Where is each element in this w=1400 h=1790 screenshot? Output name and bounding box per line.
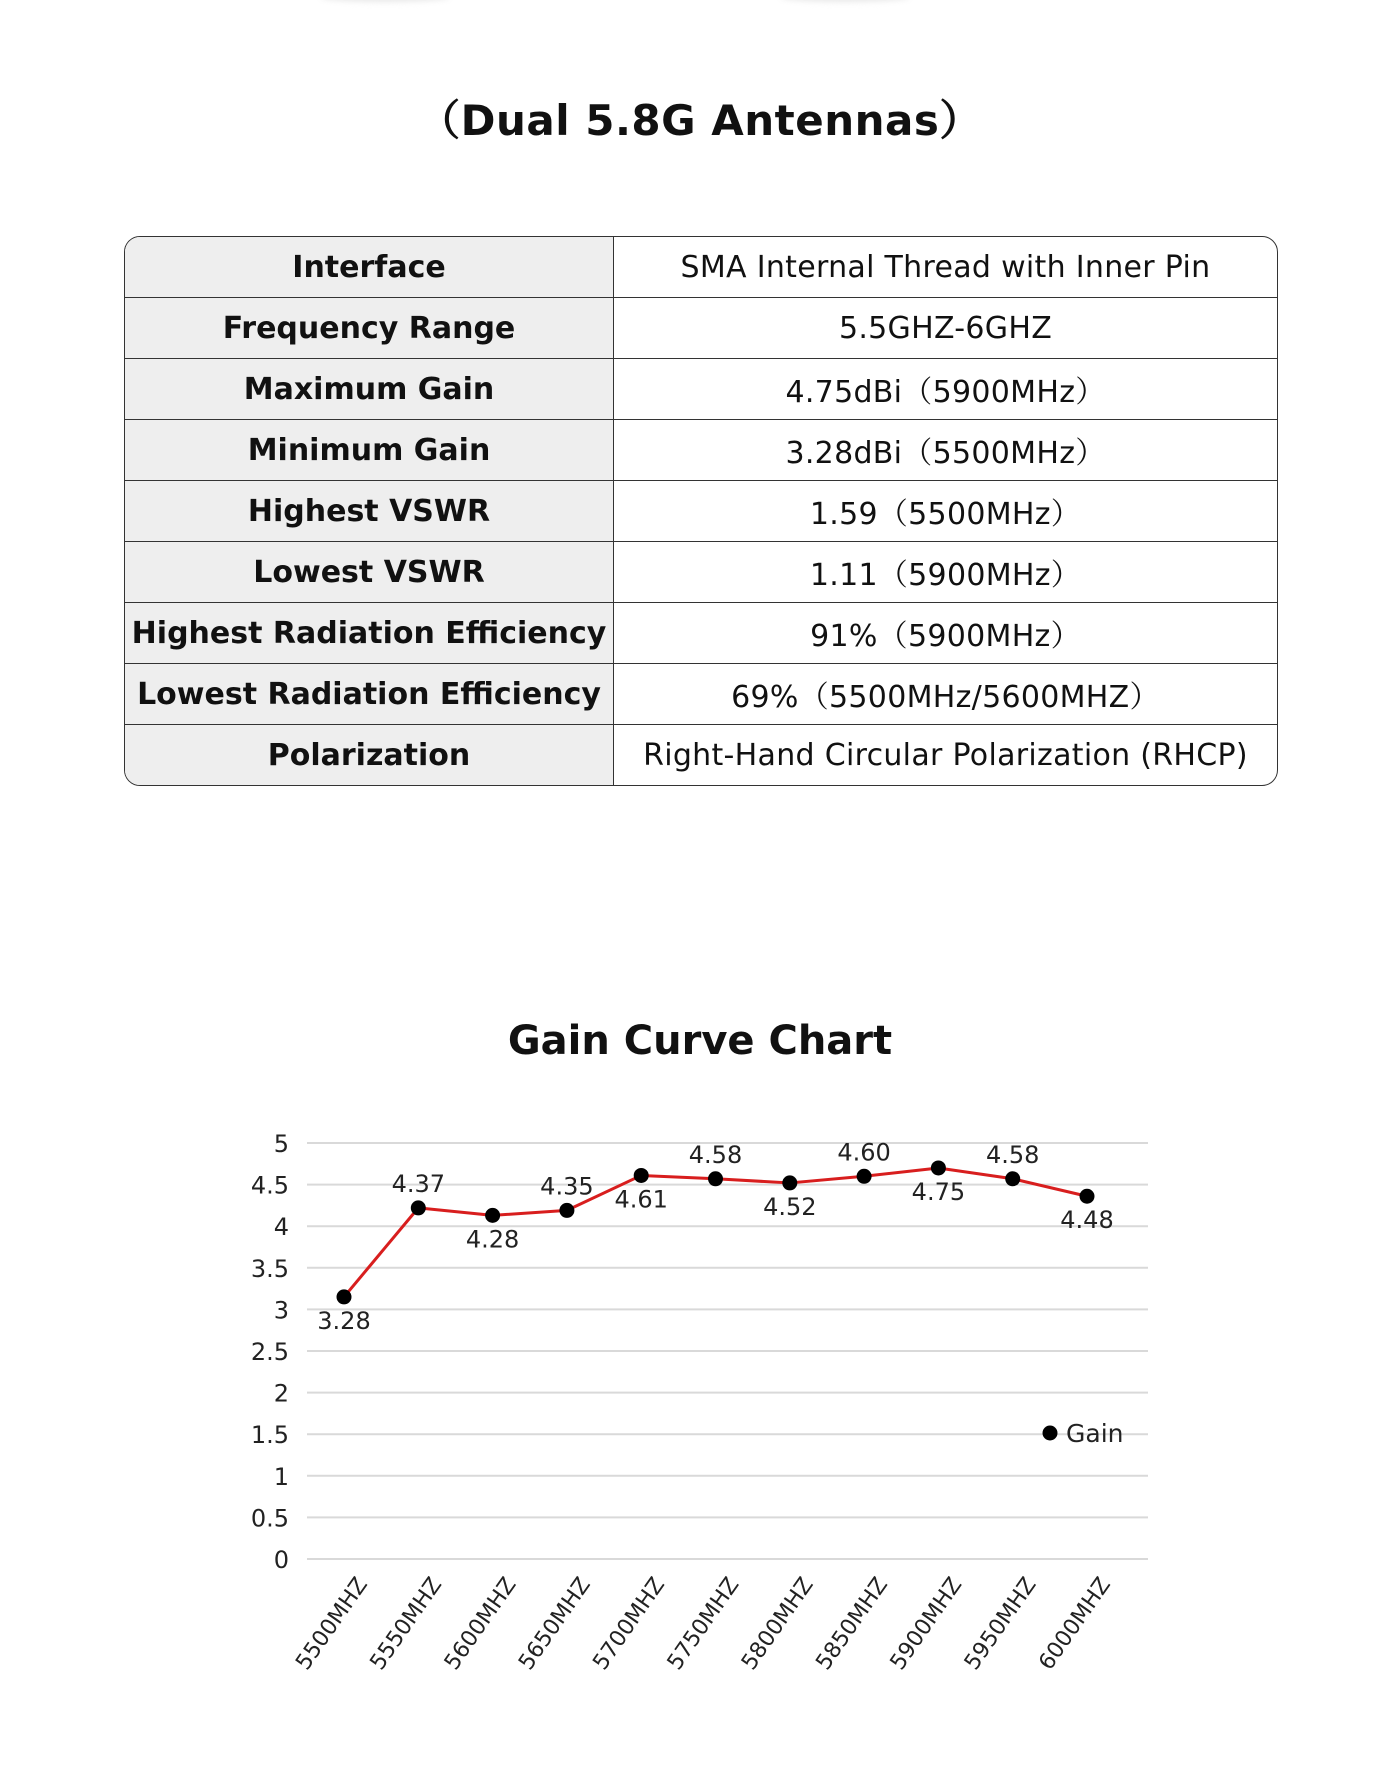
data-label: 4.58 bbox=[985, 1140, 1040, 1169]
legend-marker bbox=[1043, 1426, 1058, 1441]
data-point bbox=[931, 1160, 946, 1175]
spec-label: Lowest Radiation Efficiency bbox=[125, 664, 614, 724]
data-label: 4.61 bbox=[614, 1185, 668, 1214]
spec-row-highest-radiation-efficiency bbox=[125, 602, 1277, 663]
spec-label: Polarization bbox=[125, 725, 614, 785]
x-tick-label: 5750MHZ bbox=[662, 1573, 745, 1675]
data-label: 4.37 bbox=[391, 1169, 446, 1198]
spec-value: 1.59（5500MHz） bbox=[809, 497, 1082, 532]
spec-row-lowest-radiation-efficiency bbox=[125, 663, 1277, 724]
data-point bbox=[708, 1171, 723, 1186]
y-tick-label: 2.5 bbox=[250, 1338, 289, 1366]
data-point bbox=[857, 1169, 872, 1184]
y-tick-label: 3 bbox=[273, 1296, 289, 1325]
x-tick-label: 5900MHZ bbox=[885, 1573, 968, 1675]
top-shadow-left bbox=[320, 0, 450, 2]
x-tick-label: 6000MHZ bbox=[1034, 1573, 1116, 1675]
spec-row-lowest-vswr bbox=[125, 541, 1277, 602]
x-tick-label: 5600MHZ bbox=[439, 1573, 522, 1675]
chart-y-axis-ticks bbox=[251, 1130, 289, 1574]
y-tick-label: 4.5 bbox=[250, 1171, 289, 1200]
page-title: （Dual 5.8G Antennas） bbox=[418, 96, 982, 145]
spec-label: Interface bbox=[125, 237, 614, 297]
x-tick-label: 5850MHZ bbox=[811, 1573, 894, 1675]
data-label: 4.60 bbox=[837, 1138, 891, 1167]
y-tick-label: 0.5 bbox=[250, 1504, 289, 1533]
spec-value: 91%（5900MHz） bbox=[810, 619, 1081, 654]
spec-row-minimum-gain bbox=[125, 419, 1277, 480]
data-point bbox=[411, 1200, 426, 1215]
legend-label: Gain bbox=[1066, 1419, 1124, 1448]
spec-table bbox=[124, 236, 1278, 786]
data-point bbox=[1005, 1171, 1020, 1186]
y-tick-label: 3.5 bbox=[250, 1254, 289, 1283]
spec-label: Highest VSWR bbox=[125, 481, 614, 541]
chart-title: Gain Curve Chart bbox=[507, 1018, 893, 1064]
chart-data-labels bbox=[317, 1138, 1113, 1335]
data-label: 4.28 bbox=[465, 1225, 520, 1254]
y-tick-label: 1 bbox=[273, 1462, 289, 1491]
spec-label: Frequency Range bbox=[125, 298, 614, 358]
spec-row-maximum-gain bbox=[125, 358, 1277, 419]
chart-gridlines bbox=[307, 1140, 1148, 1559]
data-point bbox=[634, 1168, 649, 1183]
spec-label: Lowest VSWR bbox=[125, 542, 614, 602]
x-tick-label: 5700MHZ bbox=[588, 1573, 671, 1675]
x-tick-label: 5550MHZ bbox=[365, 1573, 448, 1675]
chart-x-axis-ticks bbox=[291, 1573, 1116, 1675]
data-label: 4.58 bbox=[688, 1140, 743, 1169]
data-point bbox=[559, 1203, 574, 1218]
data-point bbox=[485, 1208, 500, 1223]
chart-series-lines bbox=[344, 1168, 1087, 1297]
data-point bbox=[1080, 1189, 1095, 1204]
x-tick-label: 5950MHZ bbox=[959, 1573, 1042, 1675]
spec-value: 5.5GHZ-6GHZ bbox=[838, 310, 1053, 346]
x-tick-label: 5500MHZ bbox=[291, 1573, 373, 1675]
spec-value: 1.11（5900MHz） bbox=[809, 558, 1082, 593]
data-point bbox=[337, 1289, 352, 1304]
x-tick-label: 5650MHZ bbox=[514, 1573, 596, 1675]
data-label: 4.35 bbox=[540, 1172, 594, 1201]
spec-value: 4.75dBi（5900MHz） bbox=[785, 375, 1106, 410]
y-tick-label: 1.5 bbox=[250, 1421, 289, 1450]
data-label: 4.48 bbox=[1060, 1206, 1114, 1235]
spec-value: 69%（5500MHz/5600MHZ） bbox=[731, 680, 1160, 715]
spec-row-highest-vswr bbox=[125, 480, 1277, 541]
spec-row-polarization bbox=[125, 724, 1277, 785]
spec-row-interface bbox=[125, 237, 1277, 297]
chart-data-points bbox=[337, 1160, 1095, 1304]
y-tick-label: 4 bbox=[273, 1213, 289, 1242]
y-tick-label: 0 bbox=[273, 1546, 289, 1574]
spec-value: Right-Hand Circular Polarization (RHCP) bbox=[643, 737, 1248, 773]
gain-curve-chart bbox=[0, 1100, 1400, 1740]
x-tick-label: 5800MHZ bbox=[737, 1573, 819, 1675]
spec-value: 3.28dBi（5500MHz） bbox=[785, 436, 1106, 471]
data-label: 3.28 bbox=[317, 1306, 371, 1335]
spec-label: Minimum Gain bbox=[125, 420, 614, 480]
y-tick-label: 5 bbox=[273, 1130, 289, 1158]
data-label: 4.75 bbox=[911, 1177, 966, 1206]
spec-label: Highest Radiation Efficiency bbox=[125, 603, 614, 663]
y-tick-label: 2 bbox=[273, 1379, 289, 1408]
chart-legend bbox=[1043, 1419, 1124, 1448]
spec-label: Maximum Gain bbox=[125, 359, 614, 419]
series-line-gain bbox=[344, 1168, 1087, 1297]
spec-value: SMA Internal Thread with Inner Pin bbox=[680, 249, 1211, 285]
spec-row-frequency-range bbox=[125, 297, 1277, 358]
data-point bbox=[782, 1175, 797, 1190]
data-label: 4.52 bbox=[763, 1192, 817, 1221]
top-shadow-right bbox=[780, 0, 910, 2]
